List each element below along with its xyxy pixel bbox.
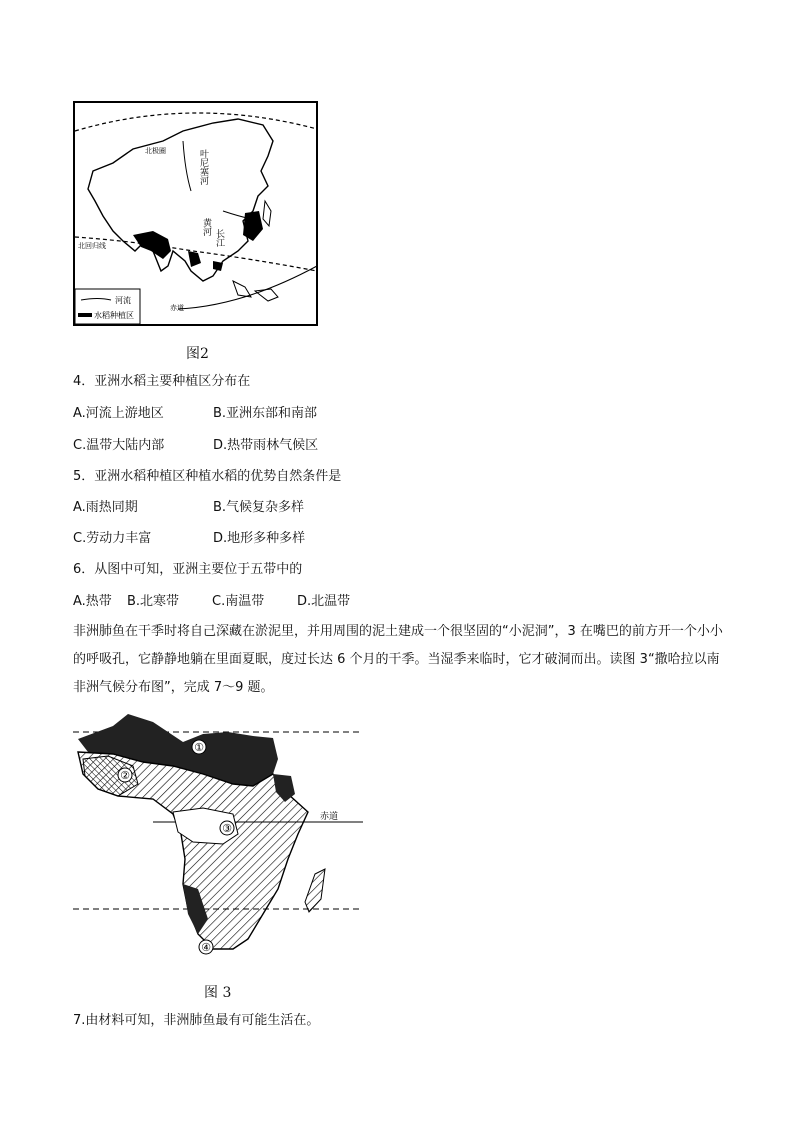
marker-4: ④ <box>201 941 211 954</box>
passage-lungfish: 非洲肺鱼在干季时将自己深藏在淤泥里，并用周围的泥土建成一个很坚固的“小泥洞”，3 在嘴巴的前方开一个小小的呼吸孔，它静静地躺在里面夏眠，度过长达 6 个月的干季。当湿季来临时，它才破洞而出。读图 3“撒哈拉以南非洲气候分布图”，完成 7～9 题。 <box>73 624 723 695</box>
legend-rice-area: 水稻种植区 <box>94 311 134 320</box>
label-yenisei: 叶尼塞河 <box>198 149 208 185</box>
madagascar <box>305 869 325 912</box>
label-huanghe: 黄河 <box>201 218 211 236</box>
q4-option-c: C.温带大陆内部 <box>73 438 165 453</box>
marker-3: ③ <box>222 822 232 835</box>
q7-stem: 7.由材料可知，非洲肺鱼最有可能生活在。 <box>73 1013 320 1028</box>
label-arctic-circle: 北极圈 <box>145 147 166 155</box>
q5-stem: 5．亚洲水稻种植区种植水稻的优势自然条件是 <box>73 469 342 484</box>
q5-option-b: B.气候复杂多样 <box>213 500 305 515</box>
marker-2: ② <box>120 769 130 782</box>
figure-2-asia-rice-map <box>73 101 318 326</box>
asia-map-svg <box>73 101 318 326</box>
africa-map-svg <box>73 714 363 998</box>
q4-option-d: D.热带雨林气候区 <box>213 438 319 453</box>
q6-stem: 6．从图中可知，亚洲主要位于五带中的 <box>73 562 303 577</box>
legend-river: 河流 <box>115 296 131 305</box>
q5-option-c: C.劳动力丰富 <box>73 531 152 546</box>
label-tropic: 北回归线 <box>78 242 106 250</box>
label-equator: 赤道 <box>170 304 184 312</box>
q6-option-b: B.北寒带 <box>127 594 180 609</box>
q5-option-a: A.雨热同期 <box>73 500 138 515</box>
figure-3-africa-climate-map <box>73 714 363 998</box>
q4-stem: 4．亚洲水稻主要种植区分布在 <box>73 374 251 389</box>
figure-3-caption: 图 3 <box>204 985 232 1001</box>
q6-option-c: C.南温带 <box>212 594 265 609</box>
q4-option-b: B.亚洲东部和南部 <box>213 406 318 421</box>
q6-option-a: A.热带 <box>73 594 112 609</box>
q6-option-d: D.北温带 <box>297 594 351 609</box>
label-yangtze: 长江 <box>214 229 224 247</box>
figure-2-caption: 图2 <box>186 346 209 362</box>
q5-option-d: D.地形多种多样 <box>213 531 306 546</box>
label-equator-africa: 赤道 <box>320 812 339 822</box>
marker-1: ① <box>194 741 204 754</box>
q4-option-a: A.河流上游地区 <box>73 406 164 421</box>
